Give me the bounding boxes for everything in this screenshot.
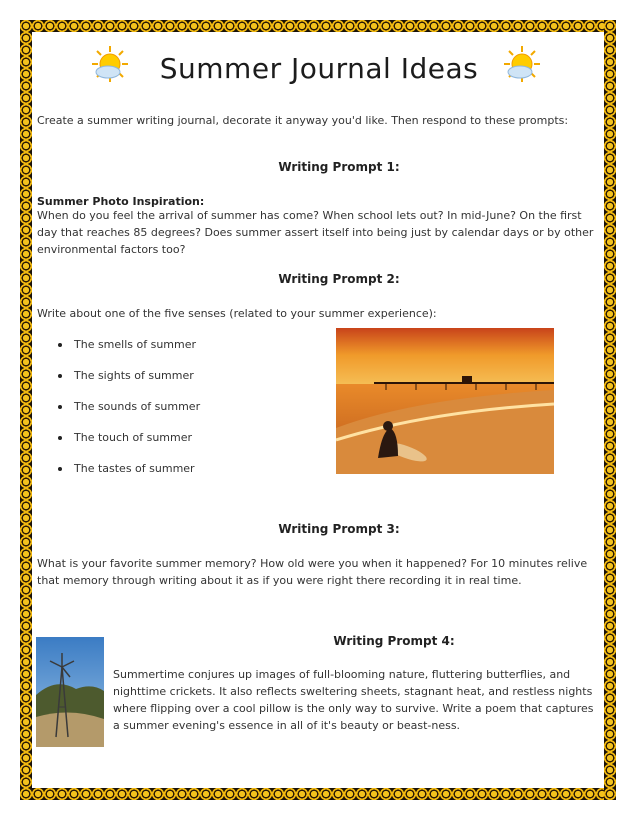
prompt-2-heading: Writing Prompt 2: (278, 272, 400, 286)
bullet-icon (58, 467, 62, 471)
page-title: Summer Journal Ideas (159, 52, 479, 85)
intro-text: Create a summer writing journal, decorate it anyway you'd like. Then respond to these prompts: (37, 114, 569, 127)
prompt-1-subheading: Summer Photo Inspiration: (37, 195, 205, 208)
bullet-icon (58, 405, 62, 409)
prompt-1-text: When do you feel the arrival of summer has come? When school lets out? In mid-June? On the first day that reaches 85 degrees? Does summer assert itself into being just by calendar days or by other environmental factors too? (37, 209, 594, 256)
bullet-icon (58, 436, 62, 440)
sunflower-border-top (20, 20, 616, 32)
sunflower-border-bottom (20, 788, 616, 800)
prompt-4-text: Summertime conjures up images of full-blooming nature, fluttering butterflies, and nighttime crickets. It also reflects sweltering sheets, stagnant heat, and restless nights where flipping over a cool pillow is the only way to survive. Write a poem that captures a summer evening's essence in all of it's beauty or beast-ness. (113, 668, 594, 732)
windmill-photo (36, 637, 104, 747)
bullet-icon (58, 374, 62, 378)
sunflower-border-right (604, 20, 616, 800)
prompt-1-heading: Writing Prompt 1: (278, 160, 400, 174)
prompt-2-text: Write about one of the five senses (related to your summer experience): (37, 307, 437, 320)
prompt-4-heading: Writing Prompt 4: (333, 634, 455, 648)
prompt-3-heading: Writing Prompt 3: (278, 522, 400, 536)
bullet-icon (58, 343, 62, 347)
prompt-3-text: What is your favorite summer memory? How old were you when it happened? For 10 minutes relive that memory through writing about it as if you were right there recording it in real time. (37, 557, 588, 587)
sunflower-border-left (20, 20, 32, 800)
beach-sunset-photo (336, 328, 554, 474)
